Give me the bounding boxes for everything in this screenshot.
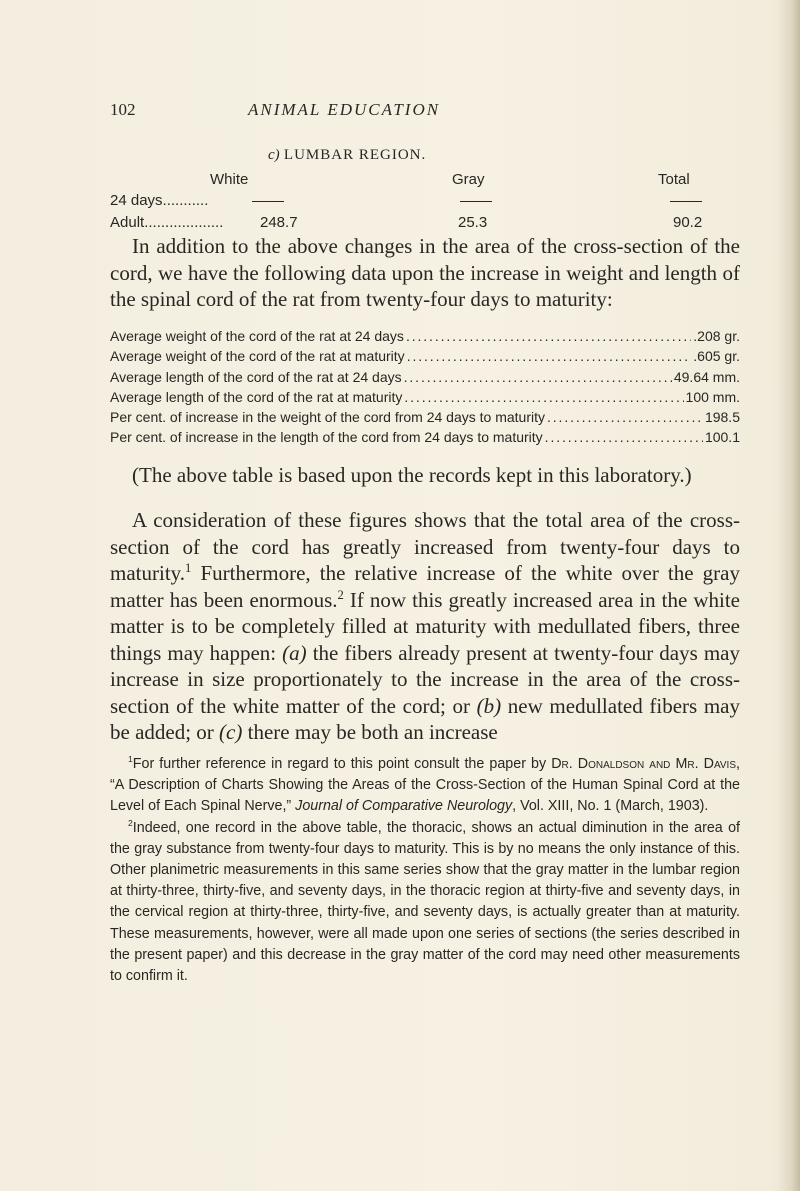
table-subheading — [268, 147, 426, 164]
section-label: c) — [268, 147, 280, 163]
footnote-ref[interactable]: 2 — [337, 587, 344, 602]
running-title: ANIMAL EDUCATION — [248, 100, 441, 119]
list-item: Per cent. of increase in the length of the cord from 24 days to maturity . . . 100.1 — [110, 429, 740, 449]
list-item: Per cent. of increase in the weight of the cord from 24 days to maturity . . . 198.5 — [110, 409, 740, 429]
list-item: Average weight of the cord of the rat at maturity . . . .605 gr. — [110, 348, 740, 368]
page-edge-shadow — [778, 0, 800, 1191]
cell-gray: 25.3 — [458, 214, 488, 231]
footnote-ref[interactable]: 1 — [185, 561, 192, 575]
table-row — [110, 192, 740, 214]
footnotes — [110, 754, 740, 987]
cell-total-empty — [670, 192, 702, 209]
page-number: 102 — [110, 100, 136, 119]
running-head — [110, 100, 740, 124]
cell-gray-empty — [460, 192, 492, 209]
list-item: Average length of the cord of the rat at 24 days . . . 49.64 mm. — [110, 369, 740, 389]
cell-total: 90.2 — [673, 214, 703, 231]
measurement-list — [110, 328, 740, 450]
column-header-white: White — [210, 171, 249, 188]
main-paragraph: A consideration of these figures shows that the total area of the cross-section of the cord has greatly increased from twenty-four days to maturity.$^1$ Furthermore, the relative increase of the white over the gray matter has been enormous.$^2$ If now this greatly increased area in the white matter is to be completely filled at maturity with medullated fibers, three things may happen: (a) the fibers already present at twenty-four days may increase in size proportionately to the increase in the area of the cross-section of the white matter of the cord; or (b) new medullated fibers may be added; or (c) there may be both an increase — [110, 508, 741, 744]
intro-paragraph: In addition to the above changes in the area of the cross-section of the cord, we have the following data upon the increase in weight and length of the spinal cord of the rat from twenty-four days to maturity: — [110, 234, 740, 311]
list-item: Average weight of the cord of the rat at 24 days . . . .208 gr. — [110, 328, 740, 348]
cell-white: 248.7 — [260, 214, 298, 231]
row-label: 24 days........... — [110, 192, 209, 209]
table-header-row — [110, 171, 740, 193]
row-label: Adult................... — [110, 214, 224, 231]
section-title: LUMBAR REGION. — [283, 147, 427, 163]
cell-white-empty — [252, 192, 284, 209]
footnote-1: $^1$For further reference in regard to this point consult the paper by Dr. Donaldson and Mr. Davis, “A Description of Charts Showing the Areas of the Cross-Section of the Human Spinal Cord at the Level of Each Spinal Nerve,” Journal of Comparative Neurology, Vol. XIII, No. 1 (March, 1903). — [110, 754, 740, 815]
column-header-total: Total — [658, 171, 690, 188]
list-item: Average length of the cord of the rat at maturity . . . 100 mm. — [110, 389, 740, 409]
column-header-gray: Gray — [452, 171, 485, 188]
footnote-2: $^2$Indeed, one record in the above table, the thoracic, shows an actual diminution in the area of the gray substance from twenty-four days to maturity. This is by no means the only instance of this. Other planimetric measurements in this same series show that the gray matter in the lumbar region at thirty-three, thirty-five, and seventy days, in the thoracic region at thirty-five and seventy days, in the cervical region at thirty-three, thirty-five, and seventy days, is actually greater than at maturity. These measurements, however, were all made upon one series of sections (the series described in the present paper) and this decrease in the gray matter of the cord may need other measurements to confirm it. — [110, 817, 740, 985]
note-paragraph: (The above table is based upon the records kept in this laboratory.) — [132, 463, 692, 487]
